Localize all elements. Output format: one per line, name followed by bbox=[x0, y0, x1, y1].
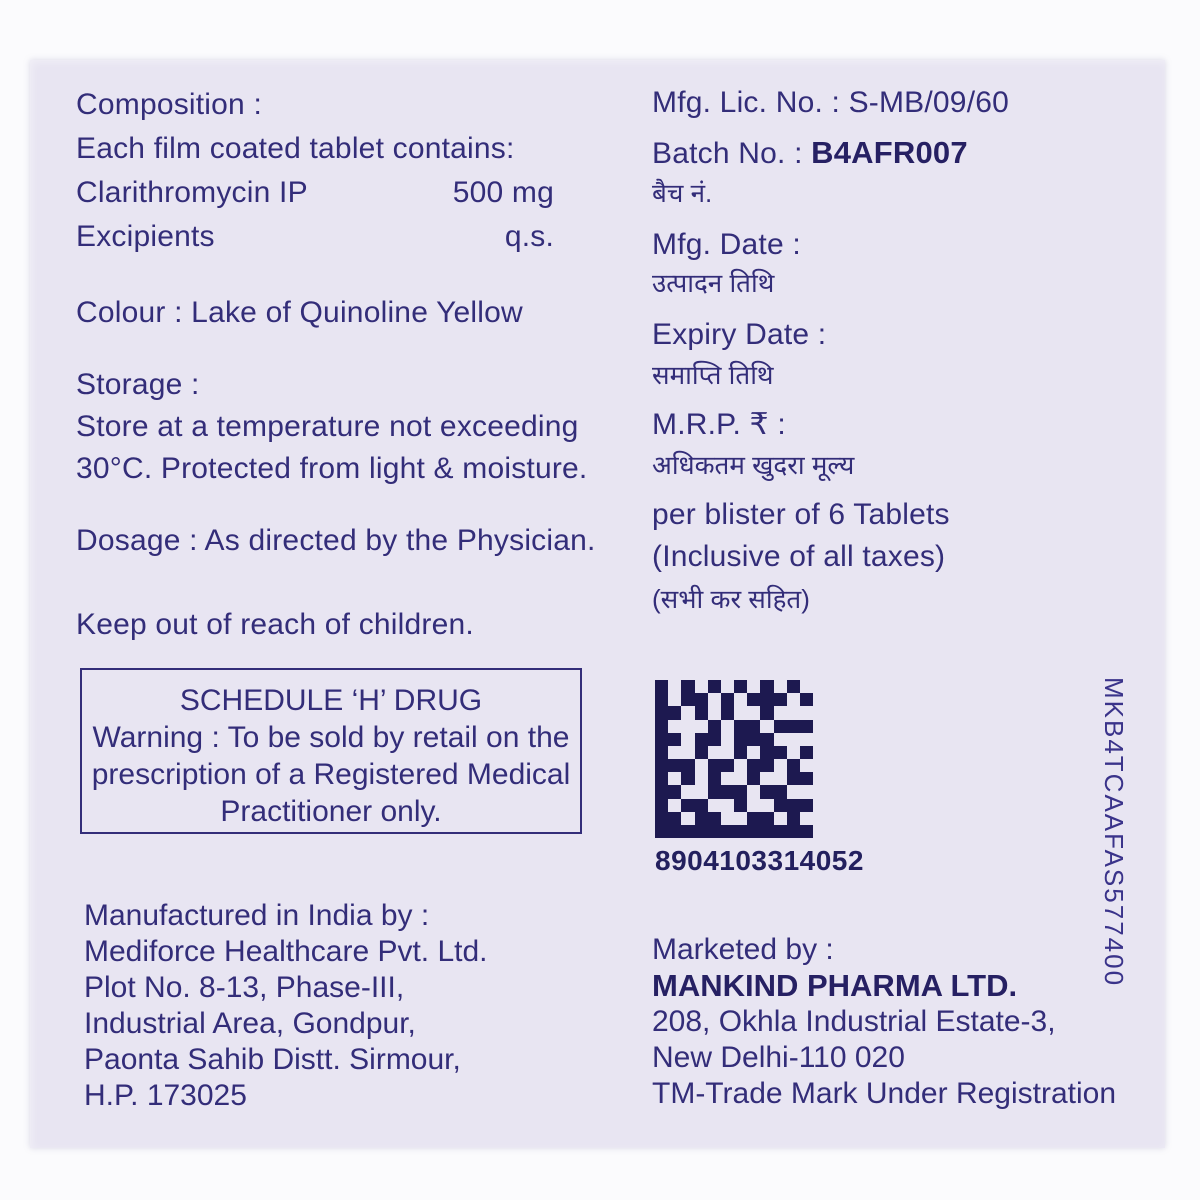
data-matrix-cell bbox=[721, 759, 734, 772]
data-matrix-cell bbox=[681, 680, 694, 693]
data-matrix-cell bbox=[800, 746, 813, 759]
data-matrix-cell bbox=[708, 812, 721, 825]
data-matrix-cell bbox=[681, 759, 694, 772]
data-matrix-cell bbox=[787, 759, 800, 772]
ingredient-row bbox=[76, 176, 554, 210]
data-matrix-cell bbox=[655, 772, 668, 785]
data-matrix-cell bbox=[655, 812, 668, 825]
side-print-code: MKB4TCAAFAS577400 bbox=[1099, 677, 1129, 988]
data-matrix-cell bbox=[695, 812, 708, 825]
data-matrix-cell bbox=[747, 706, 760, 719]
data-matrix-cell bbox=[747, 693, 760, 706]
data-matrix-cell bbox=[655, 706, 668, 719]
data-matrix-cell bbox=[668, 733, 681, 746]
batch-label: Batch No. : bbox=[652, 137, 812, 170]
data-matrix-cell bbox=[708, 693, 721, 706]
data-matrix-barcode bbox=[655, 680, 813, 838]
batch-hindi: बैच नं. bbox=[652, 178, 713, 208]
per-blister-line: per blister of 6 Tablets bbox=[652, 498, 950, 531]
mfg-date-line: Mfg. Date : bbox=[652, 228, 801, 261]
data-matrix-cell bbox=[721, 693, 734, 706]
data-matrix-cell bbox=[774, 785, 787, 798]
data-matrix-cell bbox=[721, 733, 734, 746]
data-matrix-cell bbox=[774, 799, 787, 812]
data-matrix-cell bbox=[760, 706, 773, 719]
data-matrix-cell bbox=[708, 680, 721, 693]
data-matrix-cell bbox=[655, 785, 668, 798]
data-matrix-cell bbox=[734, 746, 747, 759]
keep-out-line: Keep out of reach of children. bbox=[76, 608, 474, 641]
data-matrix-cell bbox=[681, 746, 694, 759]
data-matrix-cell bbox=[760, 772, 773, 785]
data-matrix-cell bbox=[695, 785, 708, 798]
ingredient-qty: 500 mg bbox=[452, 176, 554, 209]
data-matrix-cell bbox=[721, 772, 734, 785]
data-matrix-cell bbox=[774, 825, 787, 838]
data-matrix-cell bbox=[747, 680, 760, 693]
data-matrix-cell bbox=[734, 759, 747, 772]
ingredient-name: Clarithromycin IP bbox=[76, 176, 308, 209]
data-matrix-cell bbox=[681, 812, 694, 825]
data-matrix-cell bbox=[655, 825, 668, 838]
excipients-qty: q.s. bbox=[504, 220, 554, 253]
data-matrix-cell bbox=[747, 720, 760, 733]
marketer-block bbox=[652, 932, 1116, 1112]
data-matrix-cell bbox=[774, 812, 787, 825]
medicine-box-label bbox=[30, 60, 1165, 1148]
data-matrix-cell bbox=[681, 706, 694, 719]
data-matrix-cell bbox=[695, 706, 708, 719]
data-matrix-cell bbox=[800, 812, 813, 825]
data-matrix-cell bbox=[734, 799, 747, 812]
batch-line bbox=[652, 136, 968, 171]
data-matrix-cell bbox=[708, 759, 721, 772]
data-matrix-cell bbox=[681, 825, 694, 838]
manufacturer-addr4: H.P. 173025 bbox=[84, 1079, 247, 1112]
composition-subheading: Each film coated tablet contains: bbox=[76, 132, 515, 165]
data-matrix-cell bbox=[774, 706, 787, 719]
data-matrix-cell bbox=[800, 706, 813, 719]
data-matrix-cell bbox=[668, 720, 681, 733]
data-matrix-cell bbox=[695, 693, 708, 706]
data-matrix-cell bbox=[774, 746, 787, 759]
data-matrix-cell bbox=[774, 720, 787, 733]
data-matrix-cell bbox=[721, 706, 734, 719]
data-matrix-cell bbox=[747, 759, 760, 772]
data-matrix-cell bbox=[681, 733, 694, 746]
data-matrix-cell bbox=[747, 812, 760, 825]
data-matrix-cell bbox=[708, 825, 721, 838]
dosage-line: Dosage : As directed by the Physician. bbox=[76, 524, 596, 557]
data-matrix-cell bbox=[668, 785, 681, 798]
data-matrix-cell bbox=[747, 799, 760, 812]
data-matrix-cell bbox=[655, 759, 668, 772]
data-matrix-cell bbox=[760, 825, 773, 838]
data-matrix-cell bbox=[760, 680, 773, 693]
data-matrix-cell bbox=[747, 733, 760, 746]
data-matrix-cell bbox=[747, 785, 760, 798]
data-matrix-cell bbox=[695, 799, 708, 812]
data-matrix-cell bbox=[760, 733, 773, 746]
data-matrix-cell bbox=[668, 693, 681, 706]
data-matrix-cell bbox=[708, 706, 721, 719]
data-matrix-cell bbox=[695, 733, 708, 746]
data-matrix-cell bbox=[681, 799, 694, 812]
data-matrix-cell bbox=[668, 706, 681, 719]
data-matrix-cell bbox=[721, 799, 734, 812]
colour-line: Colour : Lake of Quinoline Yellow bbox=[76, 296, 523, 329]
mrp-hindi: अधिकतम खुदरा मूल्य bbox=[652, 450, 855, 480]
storage-line1: Store at a temperature not exceeding bbox=[76, 410, 579, 443]
data-matrix-cell bbox=[655, 680, 668, 693]
storage-heading: Storage : bbox=[76, 368, 200, 401]
schedule-line3: Practitioner only. bbox=[220, 795, 442, 828]
batch-value: B4AFR007 bbox=[811, 135, 968, 170]
data-matrix-cell bbox=[800, 693, 813, 706]
data-matrix-cell bbox=[655, 799, 668, 812]
data-matrix-cell bbox=[800, 680, 813, 693]
data-matrix-cell bbox=[760, 720, 773, 733]
data-matrix-cell bbox=[760, 746, 773, 759]
data-matrix-cell bbox=[708, 799, 721, 812]
expiry-date-line: Expiry Date : bbox=[652, 318, 827, 351]
data-matrix-cell bbox=[800, 785, 813, 798]
manufacturer-heading: Manufactured in India by : bbox=[84, 899, 430, 932]
data-matrix-cell bbox=[708, 720, 721, 733]
data-matrix-cell bbox=[800, 772, 813, 785]
data-matrix-cell bbox=[774, 680, 787, 693]
data-matrix-cell bbox=[774, 772, 787, 785]
barcode-number: 8904103314052 bbox=[655, 845, 864, 876]
data-matrix-cell bbox=[708, 772, 721, 785]
manufacturer-name: Mediforce Healthcare Pvt. Ltd. bbox=[84, 935, 488, 968]
data-matrix-cell bbox=[721, 746, 734, 759]
data-matrix-cell bbox=[760, 785, 773, 798]
expiry-hindi: समाप्ति तिथि bbox=[652, 360, 774, 390]
data-matrix-cell bbox=[760, 812, 773, 825]
data-matrix-cell bbox=[681, 693, 694, 706]
data-matrix-cell bbox=[747, 825, 760, 838]
data-matrix-cell bbox=[734, 720, 747, 733]
data-matrix-cell bbox=[787, 799, 800, 812]
data-matrix-cell bbox=[721, 680, 734, 693]
schedule-title: SCHEDULE ‘H’ DRUG bbox=[179, 684, 483, 717]
data-matrix-cell bbox=[681, 785, 694, 798]
data-matrix-cell bbox=[668, 799, 681, 812]
data-matrix-cell bbox=[734, 812, 747, 825]
data-matrix-cell bbox=[787, 680, 800, 693]
data-matrix-cell bbox=[787, 785, 800, 798]
data-matrix-cell bbox=[800, 720, 813, 733]
data-matrix-cell bbox=[668, 812, 681, 825]
data-matrix-cell bbox=[695, 825, 708, 838]
mfg-date-hindi: उत्पादन तिथि bbox=[652, 268, 775, 298]
marketer-name: MANKIND PHARMA LTD. bbox=[652, 968, 1018, 1003]
data-matrix-cell bbox=[760, 799, 773, 812]
excipients-row bbox=[76, 220, 554, 254]
data-matrix-cell bbox=[747, 772, 760, 785]
data-matrix-cell bbox=[774, 693, 787, 706]
data-matrix-cell bbox=[787, 720, 800, 733]
data-matrix-cell bbox=[734, 706, 747, 719]
data-matrix-cell bbox=[655, 746, 668, 759]
schedule-line1: Warning : To be sold by retail on the bbox=[92, 721, 570, 754]
data-matrix-cell bbox=[708, 746, 721, 759]
data-matrix-cell bbox=[747, 746, 760, 759]
marketer-addr1: 208, Okhla Industrial Estate-3, bbox=[652, 1005, 1056, 1038]
data-matrix-cell bbox=[734, 680, 747, 693]
marketer-heading: Marketed by : bbox=[652, 933, 834, 966]
storage-line2: 30°C. Protected from light & moisture. bbox=[76, 452, 588, 485]
data-matrix-cell bbox=[734, 825, 747, 838]
mrp-line: M.R.P. ₹ : bbox=[652, 408, 786, 441]
taxes-hindi: (सभी कर सहित) bbox=[652, 584, 810, 614]
schedule-h-warning-box bbox=[80, 668, 582, 834]
data-matrix-cell bbox=[787, 693, 800, 706]
data-matrix-cell bbox=[787, 746, 800, 759]
data-matrix-cell bbox=[774, 733, 787, 746]
manufacturer-addr3: Paonta Sahib Distt. Sirmour, bbox=[84, 1043, 461, 1076]
data-matrix-cell bbox=[760, 759, 773, 772]
data-matrix-cell bbox=[668, 746, 681, 759]
data-matrix-cell bbox=[721, 720, 734, 733]
data-matrix-cell bbox=[668, 825, 681, 838]
data-matrix-cell bbox=[787, 733, 800, 746]
data-matrix-cell bbox=[681, 772, 694, 785]
data-matrix-cell bbox=[655, 693, 668, 706]
data-matrix-cell bbox=[734, 772, 747, 785]
data-matrix-cell bbox=[800, 799, 813, 812]
data-matrix-cell bbox=[721, 812, 734, 825]
data-matrix-cell bbox=[681, 720, 694, 733]
mfg-lic-line: Mfg. Lic. No. : S-MB/09/60 bbox=[652, 86, 1009, 119]
composition-heading: Composition : bbox=[76, 88, 263, 121]
data-matrix-cell bbox=[708, 785, 721, 798]
data-matrix-cell bbox=[734, 693, 747, 706]
data-matrix-cell bbox=[695, 759, 708, 772]
manufacturer-addr1: Plot No. 8-13, Phase-III, bbox=[84, 971, 405, 1004]
data-matrix-cell bbox=[800, 825, 813, 838]
data-matrix-cell bbox=[787, 772, 800, 785]
taxes-line: (Inclusive of all taxes) bbox=[652, 540, 946, 573]
schedule-line2: prescription of a Registered Medical bbox=[91, 758, 571, 791]
data-matrix-cell bbox=[708, 733, 721, 746]
marketer-addr2: New Delhi-110 020 bbox=[652, 1041, 905, 1074]
manufacturer-addr2: Industrial Area, Gondpur, bbox=[84, 1007, 416, 1040]
manufacturer-block bbox=[84, 898, 488, 1114]
data-matrix-cell bbox=[721, 825, 734, 838]
data-matrix-cell bbox=[655, 720, 668, 733]
data-matrix-cell bbox=[668, 680, 681, 693]
data-matrix-cell bbox=[695, 680, 708, 693]
data-matrix-cell bbox=[695, 720, 708, 733]
data-matrix-cell bbox=[695, 746, 708, 759]
data-matrix-cell bbox=[668, 772, 681, 785]
data-matrix-cell bbox=[760, 693, 773, 706]
data-matrix-cell bbox=[800, 759, 813, 772]
data-matrix-cell bbox=[721, 785, 734, 798]
data-matrix-cell bbox=[734, 733, 747, 746]
marketer-addr3: TM-Trade Mark Under Registration bbox=[652, 1077, 1117, 1110]
data-matrix-cell bbox=[655, 733, 668, 746]
data-matrix-cell bbox=[774, 759, 787, 772]
data-matrix-cell bbox=[734, 785, 747, 798]
data-matrix-cell bbox=[800, 733, 813, 746]
data-matrix-cell bbox=[787, 825, 800, 838]
data-matrix-cell bbox=[695, 772, 708, 785]
data-matrix-cell bbox=[787, 812, 800, 825]
excipients-label: Excipients bbox=[76, 220, 215, 253]
data-matrix-cell bbox=[787, 706, 800, 719]
data-matrix-cell bbox=[668, 759, 681, 772]
